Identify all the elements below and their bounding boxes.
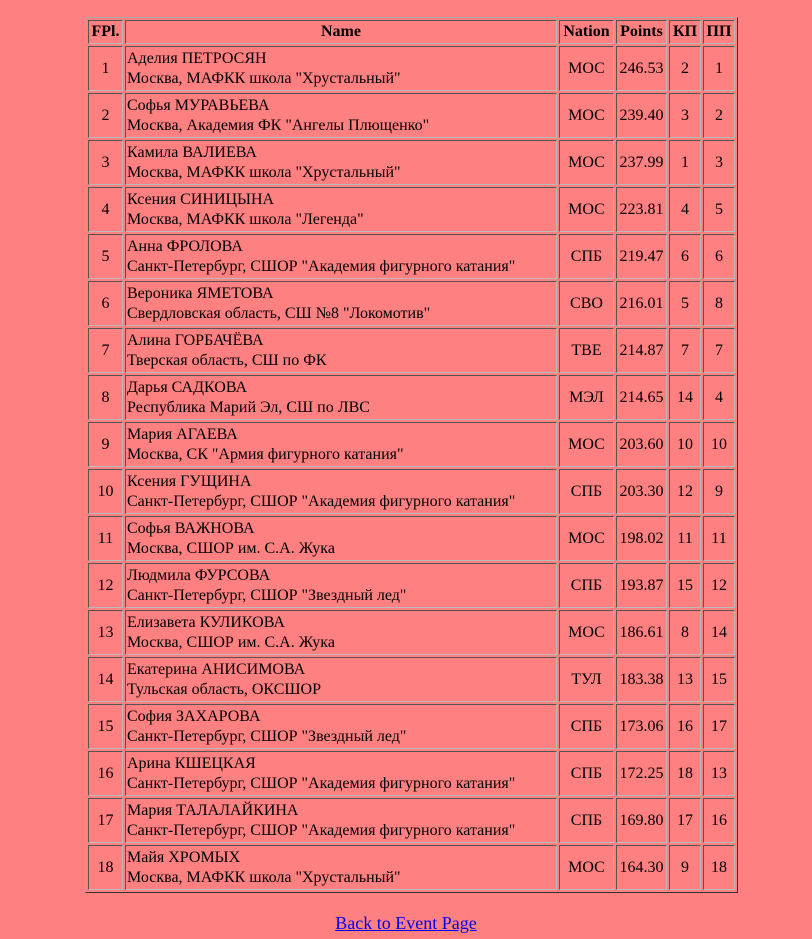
table-row [88, 751, 735, 796]
points-cell: 237.99 [616, 140, 667, 185]
place-cell: 1 [88, 46, 123, 91]
skater-club: Москва, СШОР им. С.А. Жука [127, 539, 335, 557]
skater-name: Камила ВАЛИЕВА [127, 143, 257, 161]
skater-name: Дарья САДКОВА [127, 378, 248, 396]
place-cell: 12 [88, 563, 123, 608]
skater-name: Анна ФРОЛОВА [127, 237, 243, 255]
pp-cell: 1 [703, 46, 735, 91]
points-cell: 203.60 [616, 422, 667, 467]
points-cell: 198.02 [616, 516, 667, 561]
skater-club: Свердловская область, СШ №8 "Локомотив" [127, 304, 431, 322]
pp-cell: 5 [703, 187, 735, 232]
kp-cell: 15 [669, 563, 701, 608]
place-cell: 4 [88, 187, 123, 232]
skater-name: Майя ХРОМЫХ [127, 848, 241, 866]
kp-cell: 18 [669, 751, 701, 796]
nation-cell: ТВЕ [559, 328, 614, 373]
header-row [88, 20, 735, 44]
skater-name: Мария АГАЕВА [127, 425, 238, 443]
skater-name: Людмила ФУРСОВА [127, 566, 271, 584]
points-cell: 186.61 [616, 610, 667, 655]
name-cell [125, 469, 557, 514]
points-cell: 164.30 [616, 845, 667, 890]
table-row [88, 610, 735, 655]
nation-cell: СПБ [559, 751, 614, 796]
name-cell [125, 46, 557, 91]
pp-cell: 11 [703, 516, 735, 561]
name-cell [125, 422, 557, 467]
back-to-event-link[interactable]: Back to Event Page [335, 913, 477, 933]
skater-club: Москва, Академия ФК "Ангелы Плющенко" [127, 116, 430, 134]
name-cell [125, 234, 557, 279]
place-cell: 3 [88, 140, 123, 185]
table-row [88, 516, 735, 561]
kp-cell: 7 [669, 328, 701, 373]
table-row [88, 798, 735, 843]
table-row [88, 187, 735, 232]
skater-club: Москва, МАФКК школа "Хрустальный" [127, 163, 401, 181]
name-cell [125, 610, 557, 655]
pp-cell: 3 [703, 140, 735, 185]
skater-club: Тульская область, ОКСШОР [127, 680, 321, 698]
skater-name: Елизавета КУЛИКОВА [127, 613, 285, 631]
header-nation: Nation [559, 20, 614, 44]
place-cell: 6 [88, 281, 123, 326]
skater-name: София ЗАХАРОВА [127, 707, 261, 725]
points-cell: 183.38 [616, 657, 667, 702]
nation-cell: МОС [559, 140, 614, 185]
table-row [88, 234, 735, 279]
name-cell [125, 845, 557, 890]
place-cell: 18 [88, 845, 123, 890]
nation-cell: МОС [559, 610, 614, 655]
skater-name: Алина ГОРБАЧЁВА [127, 331, 264, 349]
nation-cell: ТУЛ [559, 657, 614, 702]
table-row [88, 704, 735, 749]
name-cell [125, 328, 557, 373]
kp-cell: 5 [669, 281, 701, 326]
kp-cell: 3 [669, 93, 701, 138]
points-cell: 216.01 [616, 281, 667, 326]
nation-cell: СПБ [559, 234, 614, 279]
points-cell: 173.06 [616, 704, 667, 749]
table-row [88, 845, 735, 890]
pp-cell: 7 [703, 328, 735, 373]
pp-cell: 14 [703, 610, 735, 655]
table-row [88, 422, 735, 467]
header-kp: КП [669, 20, 701, 44]
pp-cell: 15 [703, 657, 735, 702]
kp-cell: 14 [669, 375, 701, 420]
points-cell: 169.80 [616, 798, 667, 843]
name-cell [125, 704, 557, 749]
nation-cell: МОС [559, 845, 614, 890]
pp-cell: 2 [703, 93, 735, 138]
skater-name: Мария ТАЛАЛАЙКИНА [127, 801, 299, 819]
name-cell [125, 93, 557, 138]
place-cell: 16 [88, 751, 123, 796]
skater-club: Москва, МАФКК школа "Легенда" [127, 210, 364, 228]
name-cell [125, 516, 557, 561]
nation-cell: МОС [559, 187, 614, 232]
kp-cell: 9 [669, 845, 701, 890]
header-points: Points [616, 20, 667, 44]
pp-cell: 17 [703, 704, 735, 749]
nation-cell: МОС [559, 46, 614, 91]
skater-name: Екатерина АНИСИМОВА [127, 660, 306, 678]
skater-club: Санкт-Петербург, СШОР "Академия фигурного катания" [127, 492, 516, 510]
place-cell: 15 [88, 704, 123, 749]
skater-name: Аделия ПЕТРОСЯН [127, 49, 267, 67]
skater-club: Москва, СШОР им. С.А. Жука [127, 633, 335, 651]
pp-cell: 12 [703, 563, 735, 608]
header-place: FPl. [88, 20, 123, 44]
kp-cell: 12 [669, 469, 701, 514]
place-cell: 13 [88, 610, 123, 655]
skater-club: Санкт-Петербург, СШОР "Академия фигурного катания" [127, 774, 516, 792]
points-cell: 246.53 [616, 46, 667, 91]
table-row [88, 46, 735, 91]
skater-name: Ксения СИНИЦЫНА [127, 190, 275, 208]
table-row [88, 375, 735, 420]
table-row [88, 563, 735, 608]
skater-name: Софья ВАЖНОВА [127, 519, 255, 537]
back-link-container [0, 913, 812, 934]
pp-cell: 8 [703, 281, 735, 326]
skater-club: Санкт-Петербург, СШОР "Звездный лед" [127, 586, 407, 604]
pp-cell: 9 [703, 469, 735, 514]
points-cell: 223.81 [616, 187, 667, 232]
skater-club: Санкт-Петербург, СШОР "Звездный лед" [127, 727, 407, 745]
table-row [88, 328, 735, 373]
skater-name: Арина КШЕЦКАЯ [127, 754, 256, 772]
header-name: Name [125, 20, 557, 44]
kp-cell: 1 [669, 140, 701, 185]
results-table [85, 17, 738, 893]
nation-cell: СПБ [559, 798, 614, 843]
skater-club: Тверская область, СШ по ФК [127, 351, 327, 369]
points-cell: 214.87 [616, 328, 667, 373]
pp-cell: 16 [703, 798, 735, 843]
pp-cell: 13 [703, 751, 735, 796]
place-cell: 2 [88, 93, 123, 138]
kp-cell: 8 [669, 610, 701, 655]
place-cell: 9 [88, 422, 123, 467]
table-row [88, 93, 735, 138]
skater-name: Софья МУРАВЬЕВА [127, 96, 270, 114]
kp-cell: 4 [669, 187, 701, 232]
kp-cell: 6 [669, 234, 701, 279]
points-cell: 214.65 [616, 375, 667, 420]
place-cell: 7 [88, 328, 123, 373]
table-row [88, 657, 735, 702]
table-row [88, 281, 735, 326]
kp-cell: 13 [669, 657, 701, 702]
points-cell: 203.30 [616, 469, 667, 514]
nation-cell: МОС [559, 93, 614, 138]
name-cell [125, 375, 557, 420]
kp-cell: 2 [669, 46, 701, 91]
place-cell: 5 [88, 234, 123, 279]
skater-club: Республика Марий Эл, СШ по ЛВС [127, 398, 370, 416]
kp-cell: 10 [669, 422, 701, 467]
pp-cell: 4 [703, 375, 735, 420]
name-cell [125, 140, 557, 185]
points-cell: 193.87 [616, 563, 667, 608]
skater-club: Санкт-Петербург, СШОР "Академия фигурного катания" [127, 821, 516, 839]
pp-cell: 6 [703, 234, 735, 279]
nation-cell: МЭЛ [559, 375, 614, 420]
table-row [88, 140, 735, 185]
name-cell [125, 798, 557, 843]
skater-name: Вероника ЯМЕТОВА [127, 284, 274, 302]
kp-cell: 11 [669, 516, 701, 561]
kp-cell: 17 [669, 798, 701, 843]
nation-cell: МОС [559, 422, 614, 467]
pp-cell: 10 [703, 422, 735, 467]
nation-cell: СПБ [559, 469, 614, 514]
nation-cell: СПБ [559, 563, 614, 608]
name-cell [125, 281, 557, 326]
table-row [88, 469, 735, 514]
place-cell: 14 [88, 657, 123, 702]
place-cell: 17 [88, 798, 123, 843]
points-cell: 219.47 [616, 234, 667, 279]
name-cell [125, 751, 557, 796]
nation-cell: МОС [559, 516, 614, 561]
name-cell [125, 657, 557, 702]
header-pp: ПП [703, 20, 735, 44]
place-cell: 11 [88, 516, 123, 561]
name-cell [125, 563, 557, 608]
skater-club: Москва, СК "Армия фигурного катания" [127, 445, 404, 463]
nation-cell: СПБ [559, 704, 614, 749]
points-cell: 172.25 [616, 751, 667, 796]
place-cell: 10 [88, 469, 123, 514]
pp-cell: 18 [703, 845, 735, 890]
nation-cell: СВО [559, 281, 614, 326]
points-cell: 239.40 [616, 93, 667, 138]
skater-club: Москва, МАФКК школа "Хрустальный" [127, 868, 401, 886]
kp-cell: 16 [669, 704, 701, 749]
skater-club: Санкт-Петербург, СШОР "Академия фигурного катания" [127, 257, 516, 275]
place-cell: 8 [88, 375, 123, 420]
skater-name: Ксения ГУЩИНА [127, 472, 252, 490]
name-cell [125, 187, 557, 232]
skater-club: Москва, МАФКК школа "Хрустальный" [127, 69, 401, 87]
